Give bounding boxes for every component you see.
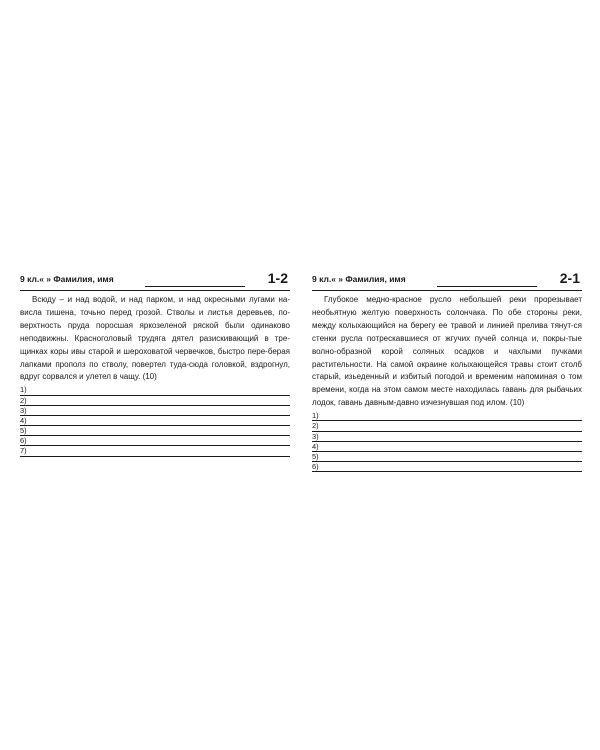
answer-line[interactable]: 1) [20, 385, 290, 395]
variant-code: 1-2 [267, 270, 288, 286]
answer-lines [312, 411, 582, 472]
worksheet-card-1-2 [20, 270, 290, 457]
answer-line[interactable]: 2) [20, 396, 290, 406]
dictation-paragraph: Глубокое медно-красное русло небольшей реки прорезывает необьятную желтую поверхность солончака. По обе стороны реки, между колыхающийся на берегу ее травой и линией прелива тянут-ся стенки русла потрескавшиеся от жгучих пучей солнца и, покры-тые волно-образной корой соляных осадков и чахлыми пучками растительности. На самой окраине колыхающейся травы стоит столб старый, изьеденный и избитый погодой и временим напоминая о том времени, когда на этом самом месте находилась гавань для рыбачьих лодок, гавань давным-давно изчезнувшая под илом. (10) [312, 295, 582, 408]
answer-line[interactable]: 3) [312, 432, 582, 442]
answer-lines [20, 385, 290, 456]
answer-line[interactable]: 2) [312, 421, 582, 431]
variant-code: 2-1 [559, 270, 580, 286]
answer-line[interactable]: 3) [20, 406, 290, 416]
answer-line[interactable]: 6) [312, 462, 582, 472]
card-header [312, 270, 582, 291]
name-field-line[interactable] [437, 286, 537, 287]
answer-line[interactable]: 5) [20, 426, 290, 436]
answer-line[interactable]: 5) [312, 452, 582, 462]
answer-line[interactable]: 4) [20, 416, 290, 426]
name-field-line[interactable] [145, 286, 245, 287]
card-header [20, 270, 290, 291]
answer-line[interactable]: 7) [20, 446, 290, 456]
answer-line[interactable]: 1) [312, 411, 582, 421]
dictation-paragraph: Всюду – и над водой, и над парком, и над окресными лугами на-висла тишена, точьно перед грозой. Стволы и листья деревьев, по-верхтность пруда поросшая яркозеленой ряской были одинаково неподвижны. Красноголовый трудяга дятел разискивающий в тре-щинках коры ивы старой и шероховатой червечков, быстро пере-берая лапками прополз по стволу, повертел туда-сюда головкой, вздрогнул, вдруг сорвался и улетел в чащу. (10) [20, 295, 290, 382]
answer-line[interactable]: 6) [20, 436, 290, 446]
worksheet-card-2-1 [312, 270, 582, 472]
dictation-text [20, 294, 290, 384]
grade-name-label: 9 кл.« » Фамилия, имя [20, 274, 114, 284]
answer-line[interactable]: 4) [312, 442, 582, 452]
dictation-text [312, 294, 582, 410]
grade-name-label: 9 кл.« » Фамилия, имя [312, 274, 406, 284]
